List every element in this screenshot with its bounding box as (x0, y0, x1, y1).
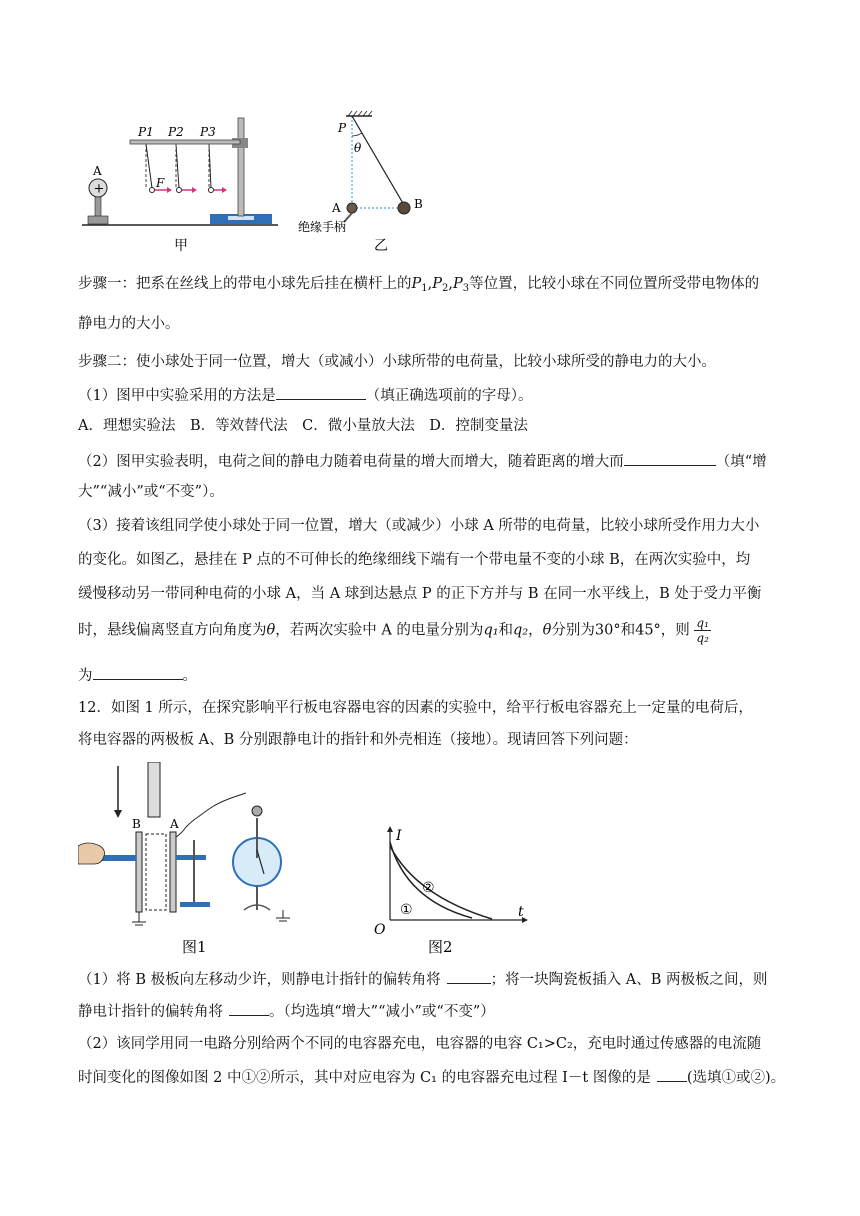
yi-angle-label: θ (354, 141, 362, 155)
figure-1 (78, 762, 303, 958)
step1-line2: 静电力的大小。 (78, 316, 180, 332)
jia-point-p3: P3 (200, 125, 216, 139)
yi-pivot-label: P (338, 121, 347, 135)
jia-point-p2: P2 (168, 125, 184, 139)
p1-line2: 静电计指针的偏转角将 。（均选填“增大”“减小”或“不变”） (78, 1000, 495, 1022)
yi-ball-a-label: A (332, 201, 341, 215)
figure-2-label: 图2 (428, 938, 453, 956)
figure-1-label: 图1 (182, 938, 207, 956)
q3-line4: 时，悬线偏离竖直方向角度为θ，若两次实验中 A 的电量分别为q₁和q₂，θ分别为30°和45°，则 $\frac{\text{q₁}}{\text{q₂}}$ (78, 616, 709, 645)
figure-yi-label: 乙 (374, 238, 388, 254)
step2-line: 步骤二：使小球处于同一位置，增大（或减小）小球所带的电荷量，比较小球所受的静电力的大小。 (78, 354, 716, 370)
p2-line2: 时间变化的图像如图 2 中①②所示，其中对应电容为 C₁ 的电容器充电过程 I－t 图像的是 (选填①或②)。 (78, 1066, 785, 1088)
jia-point-p1: P1 (138, 125, 154, 139)
options-line: A．理想实验法 B．等效替代法 C．微小量放大法 D．控制变量法 (78, 418, 528, 434)
answer-blank[interactable] (93, 664, 183, 680)
p1-line1: （1）将 B 极板向左移动少许，则静电计指针的偏转角将 ；将一块陶瓷板插入 A、B 两极板之间，则 (78, 968, 767, 990)
answer-blank[interactable] (229, 1000, 269, 1016)
step1-line1: 步骤一：把系在丝线上的带电小球先后挂在横杆上的$P_1,P_2,P_3$等位置，比较小球在不同位置所受带电物体的 (78, 276, 760, 294)
answer-blank[interactable] (276, 384, 366, 400)
q2-line1: （2）图甲实验表明，电荷之间的静电力随着电荷量的增大而增大，随着距离的增大而 （填“增 (78, 450, 767, 472)
q1-line: （1）图甲中实验采用的方法是 （填正确选项前的字母）。 (78, 384, 532, 406)
fig1-plate-b-label: B (132, 817, 141, 831)
answer-blank[interactable] (657, 1066, 687, 1082)
yi-handle-label: 绝缘手柄 (298, 220, 347, 234)
q3-line2: 的变化。如图乙，悬挂在 P 点的不可伸长的绝缘细线下端有一个带电量不变的小球 B，在两次实验中，均 (78, 552, 751, 568)
fig2-origin: O (374, 922, 386, 938)
q3-line3: 缓慢移动另一带同种电荷的小球 A，当 A 球到达悬点 P 的正下方并与 B 在同一水平线上，B 处于受力平衡 (78, 586, 762, 602)
figure-jia (78, 108, 293, 256)
figure-yi (296, 108, 436, 256)
q12-line1: 12．如图 1 所示，在探究影响平行板电容器电容的因素的实验中，给平行板电容器充上一定量的电荷后， (78, 700, 753, 716)
q3-line1: （3）接着该组同学使小球处于同一位置，增大（或减少）小球 A 所带的电荷量，比较小球所受作用力大小 (78, 518, 760, 534)
answer-blank[interactable] (624, 450, 716, 466)
jia-force-label: F (156, 176, 165, 190)
fig1-plate-a-label: A (170, 817, 179, 831)
fig2-curve-1: ① (400, 902, 413, 918)
yi-ball-b-label: B (414, 197, 423, 211)
fig2-curve-2: ② (422, 880, 435, 896)
svg-text:+: + (93, 181, 105, 197)
figure-jia-label: 甲 (174, 238, 188, 254)
q12-line2: 将电容器的两极板 A、B 分别跟静电计的指针和外壳相连（接地）。现请回答下列问题： (78, 732, 638, 748)
fig2-axis-t: t (518, 904, 524, 920)
p2-line1: （2）该同学用同一电路分别给两个不同的电容器充电，电容器的电容 C₁>C₂，充电时通过传感器的电流随 (78, 1036, 762, 1052)
answer-blank[interactable] (447, 968, 491, 984)
jia-ball-label: A (93, 164, 102, 178)
figure-2 (372, 820, 532, 958)
fig2-axis-i: I (396, 828, 402, 844)
q2-line2: 大”“减小”或“不变”）。 (78, 484, 224, 500)
ratio-fraction: $\frac{\text{q₁}}{\text{q₂}}$ (696, 616, 709, 645)
q3-line5: 为 。 (78, 664, 197, 686)
